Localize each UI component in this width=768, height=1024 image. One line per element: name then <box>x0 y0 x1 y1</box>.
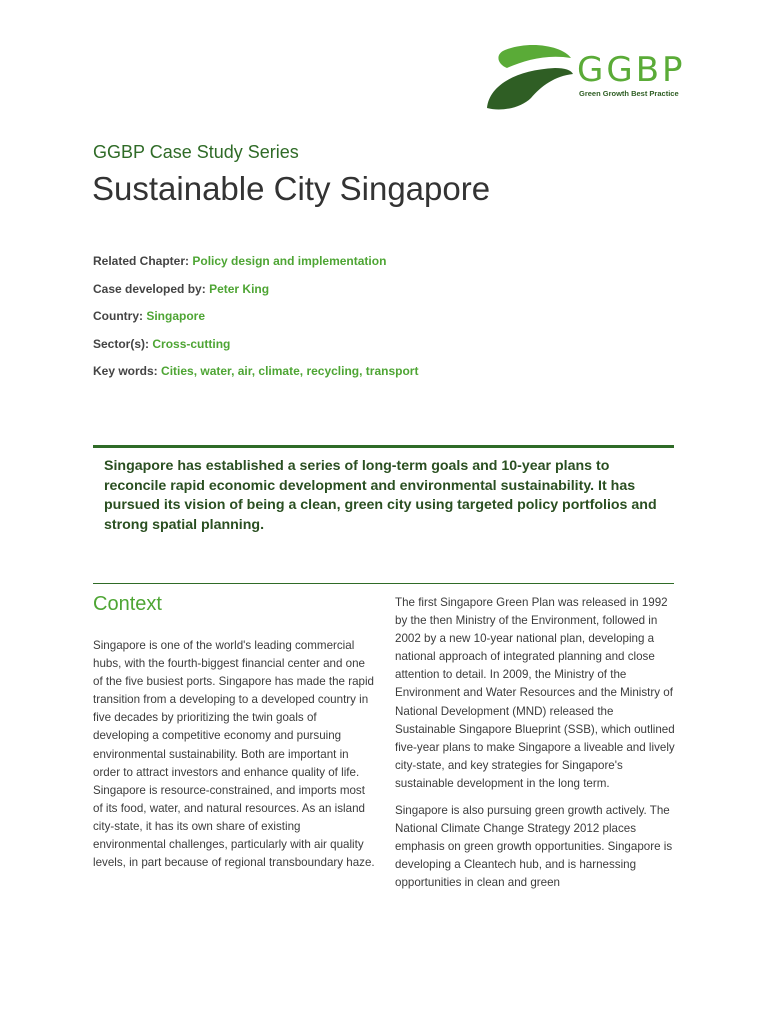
meta-developed-by <box>93 282 418 310</box>
meta-value: Singapore <box>146 309 206 323</box>
meta-sectors <box>93 337 418 365</box>
meta-related-chapter <box>93 254 418 282</box>
context-heading: Context <box>93 593 162 615</box>
meta-label: Related Chapter: <box>93 254 190 268</box>
page-title: Sustainable City Singapore <box>92 170 491 207</box>
ggbp-logo <box>485 42 705 112</box>
paragraph: Singapore is also pursuing green growth actively. The National Climate Change Strategy 2012 places emphasis on green growth opportunities. Singapore is developing a Cleantech hub, and is harnessing opportunities in clean and green <box>395 804 673 890</box>
meta-label: Case developed by: <box>93 281 206 296</box>
context-column-right <box>395 594 677 902</box>
case-metadata <box>93 254 418 392</box>
series-title: GGBP Case Study Series <box>93 142 299 162</box>
meta-label: Key words: <box>93 364 158 378</box>
logo-tagline: Green Growth Best Practice <box>579 89 679 98</box>
meta-keywords <box>93 364 418 392</box>
meta-value: Cities, water, air, climate, recycling, transport <box>161 364 419 378</box>
summary-top-divider <box>93 445 674 448</box>
logo-wordmark: GGBP <box>577 50 686 90</box>
meta-value: Policy design and implementation <box>192 254 387 268</box>
paragraph: Singapore is one of the world's leading commercial hubs, with the fourth-biggest financial center and one of the five busiest ports. Singapore has made the rapid transition from a developing to a developed country in five decades by prioritizing the twin goals of developing a competitive economy and pursuing environmental sustainability. Both are important in order to attract investors and enhance quality of life. Singapore is resource-constrained, and imports most of its food, water, and natural resources. As an island city-state, it has its own share of existing environmental challenges, particularly with air quality levels, in part because of regional transboundary haze. <box>93 639 375 870</box>
meta-value: Peter King <box>209 281 270 296</box>
summary-bottom-divider <box>93 583 674 584</box>
context-column-left <box>93 637 375 872</box>
meta-value: Cross-cutting <box>152 336 231 351</box>
leaf-logo-icon <box>485 42 575 112</box>
summary-text: Singapore has established a series of long-term goals and 10-year plans to reconcile rapid economic development and environmental sustainability. It has pursued its vision of being a clean, green city using targeted policy portfolios and strong spatial planning. <box>104 458 657 533</box>
paragraph: The first Singapore Green Plan was released in 1992 by the then Ministry of the Environment, followed in 2002 by a new 10-year national plan, developing a national approach of integrated planning and close attention to detail. In 2009, the Ministry of the Environment and Water Resources and the Ministry of National Development (MND) released the Sustainable Singapore Blueprint (SSB), which outlined five-year plans to make Singapore a liveable and lively city-state, and key strategies for Singapore's sustainable development in the long term. <box>395 596 675 790</box>
meta-label: Country: <box>93 309 143 323</box>
meta-label: Sector(s): <box>93 336 150 351</box>
meta-country <box>93 309 418 337</box>
